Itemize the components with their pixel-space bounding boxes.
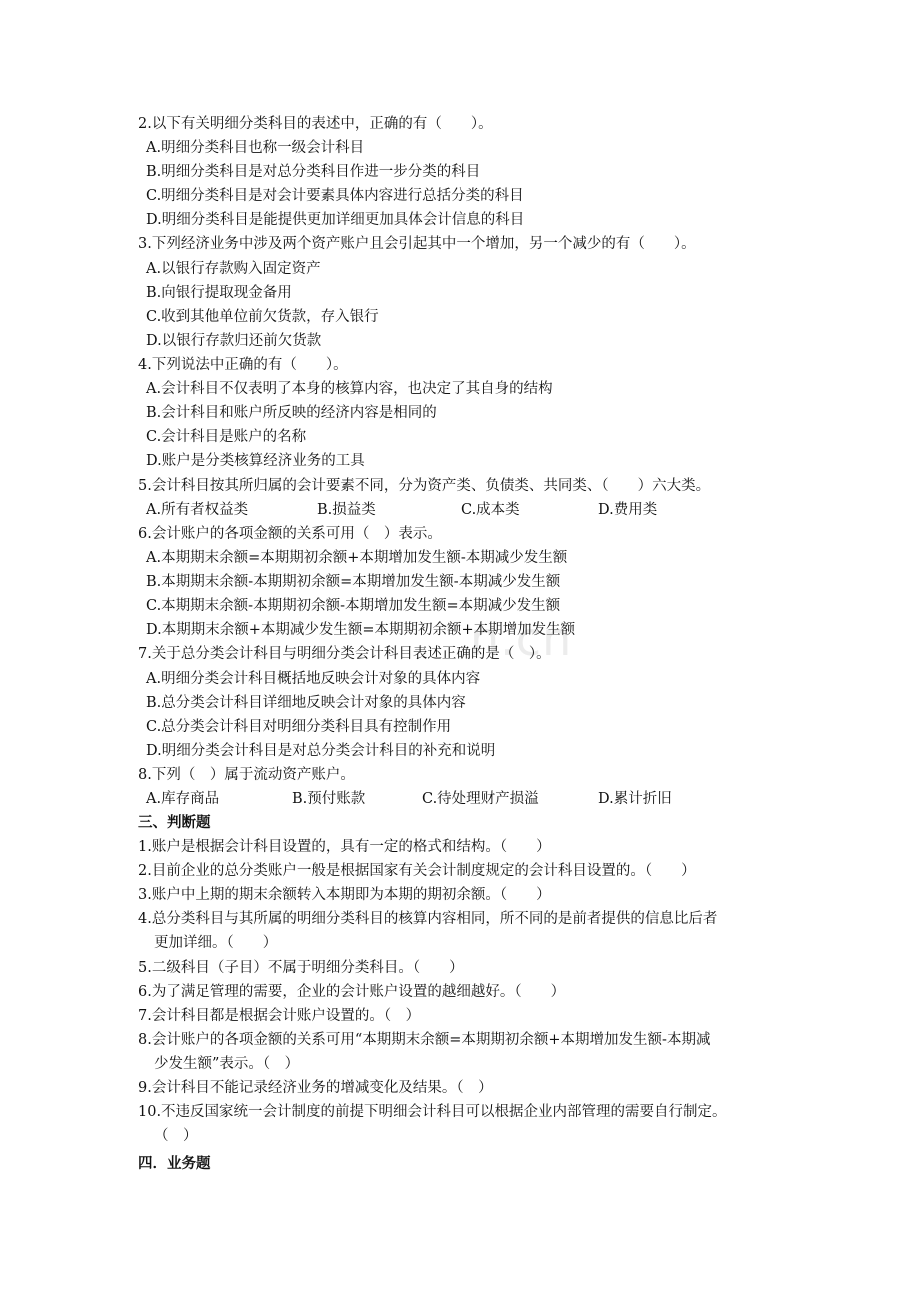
- option-2a: A.明细分类科目也称一级会计科目: [146, 140, 365, 156]
- option-8c: C.待处理财产损溢: [422, 791, 539, 807]
- option-6d: D.本期期末余额+本期减少发生额=本期期初余额+本期增加发生额: [146, 622, 576, 638]
- option-7d: D.明细分类会计科目是对总分类会计科目的补充和说明: [146, 743, 496, 759]
- option-6c: C.本期期末余额-本期期初余额-本期增加发生额=本期减少发生额: [146, 598, 561, 614]
- question-6: 6.会计账户的各项金额的关系可用（ ）表示。: [138, 526, 442, 542]
- option-4b: B.会计科目和账户所反映的经济内容是相同的: [146, 405, 437, 421]
- option-6a: A.本期期末余额=本期期初余额+本期增加发生额-本期减少发生额: [146, 550, 568, 566]
- option-7a: A.明细分类会计科目概括地反映会计对象的具体内容: [146, 671, 481, 687]
- judge-3: 3.账户中上期的期末余额转入本期即为本期的期初余额。（ ）: [138, 887, 551, 903]
- option-2b: B.明细分类科目是对总分类科目作进一步分类的科目: [146, 164, 481, 180]
- watermark: n.cn: [470, 612, 573, 666]
- judge-6: 6.为了满足管理的需要，企业的会计账户设置的越细越好。（ ）: [138, 984, 566, 1000]
- question-3: 3.下列经济业务中涉及两个资产账户且会引起其中一个增加，另一个减少的有（ ）。: [138, 236, 696, 252]
- section-4-heading: 四．业务题: [138, 1155, 211, 1172]
- option-3b: B.向银行提取现金备用: [146, 285, 292, 301]
- option-5d: D.费用类: [598, 502, 658, 518]
- option-3c: C.收到其他单位前欠货款，存入银行: [146, 309, 379, 325]
- option-4c: C.会计科目是账户的名称: [146, 429, 307, 445]
- judge-10-cont: （ ）: [154, 1128, 198, 1144]
- option-4d: D.账户是分类核算经济业务的工具: [146, 453, 365, 469]
- option-3d: D.以银行存款归还前欠货款: [146, 333, 322, 349]
- judge-9: 9.会计科目不能记录经济业务的增减变化及结果。（ ）: [138, 1080, 493, 1096]
- judge-5: 5.二级科目（子目）不属于明细分类科目。（ ）: [138, 960, 464, 976]
- judge-4-cont: 更加详细。（ ）: [154, 935, 278, 951]
- question-8: 8.下列（ ）属于流动资产账户。: [138, 767, 355, 783]
- option-8d: D.累计折旧: [598, 791, 672, 807]
- option-2d: D.明细分类科目是能提供更加详细更加具体会计信息的科目: [146, 212, 525, 228]
- judge-4: 4.总分类科目与其所属的明细分类科目的核算内容相同，所不同的是前者提供的信息比后者: [138, 911, 718, 927]
- option-7c: C.总分类会计科目对明细分类科目具有控制作用: [146, 719, 452, 735]
- option-3a: A.以银行存款购入固定资产: [146, 261, 321, 277]
- option-5b: B.损益类: [317, 502, 376, 518]
- judge-10: 10.不违反国家统一会计制度的前提下明细会计科目可以根据企业内部管理的需要自行制定。: [138, 1104, 727, 1120]
- judge-1: 1.账户是根据会计科目设置的，具有一定的格式和结构。（ ）: [138, 839, 551, 855]
- question-7: 7.关于总分类会计科目与明细分类会计科目表述正确的是（ ）。: [138, 646, 551, 662]
- option-8a: A.库存商品: [146, 791, 220, 807]
- option-2c: C.明细分类科目是对会计要素具体内容进行总括分类的科目: [146, 188, 524, 204]
- option-7b: B.总分类会计科目详细地反映会计对象的具体内容: [146, 695, 466, 711]
- question-2: 2.以下有关明细分类科目的表述中，正确的有（ ）。: [138, 116, 493, 132]
- judge-8: 8.会计账户的各项金额的关系可用“本期期末余额=本期期初余额+本期增加发生额-本期减: [138, 1032, 711, 1048]
- option-8b: B.预付账款: [292, 791, 366, 807]
- option-5c: C.成本类: [461, 502, 520, 518]
- option-4a: A.会计科目不仅表明了本身的核算内容，也决定了其自身的结构: [146, 381, 553, 397]
- option-6b: B.本期期末余额-本期期初余额=本期增加发生额-本期减少发生额: [146, 574, 561, 590]
- judge-2: 2.目前企业的总分类账户一般是根据国家有关会计制度规定的会计科目设置的。（ ）: [138, 863, 696, 879]
- question-4: 4.下列说法中正确的有（ ）。: [138, 357, 348, 373]
- option-5a: A.所有者权益类: [146, 502, 249, 518]
- question-5: 5.会计科目按其所归属的会计要素不同，分为资产类、负债类、共同类、（ ）六大类。: [138, 478, 711, 494]
- judge-7: 7.会计科目都是根据会计账户设置的。（ ）: [138, 1008, 421, 1024]
- judge-8-cont: 少发生额”表示。（ ）: [154, 1056, 300, 1072]
- section-3-heading: 三、判断题: [138, 814, 211, 831]
